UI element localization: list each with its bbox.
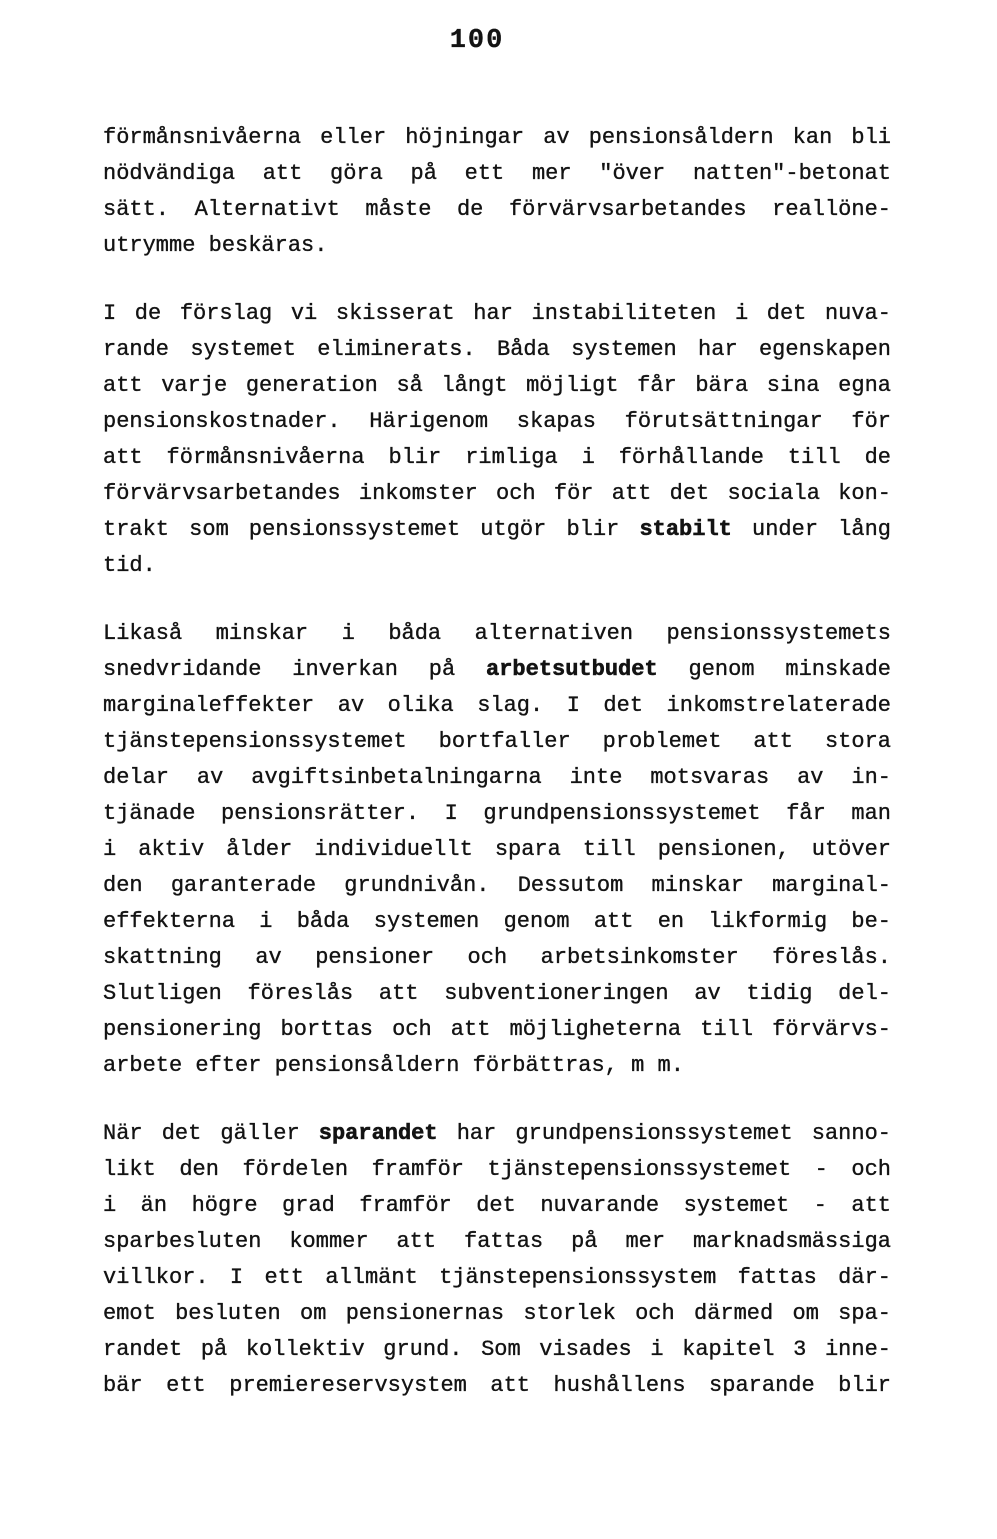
text-segment: att varje generation så långt möjligt får bära sina egna <box>103 373 891 398</box>
paragraph <box>103 296 891 584</box>
text-line <box>103 1012 891 1048</box>
text-segment: tjänade pensionsrätter. I grundpensionssystemet får man <box>103 801 891 826</box>
text-line <box>103 1048 891 1084</box>
text-segment: I de förslag vi skisserat har instabiliteten i det nuva- <box>103 301 891 326</box>
bold-text: arbetsutbudet <box>486 657 658 682</box>
text-segment: utrymme beskäras. <box>103 233 328 258</box>
text-line <box>103 760 891 796</box>
text-segment: Likaså minskar i båda alternativen pensionssystemets <box>103 621 891 646</box>
page-number: 100 <box>449 26 505 56</box>
text-line <box>103 1332 891 1368</box>
text-segment: pensionskostnader. Härigenom skapas förutsättningar för <box>103 409 891 434</box>
text-line <box>103 724 891 760</box>
text-segment: villkor. I ett allmänt tjänstepensionssystem fattas där- <box>103 1265 891 1290</box>
text-line <box>103 368 891 404</box>
text-segment: sparbesluten kommer att fattas på mer marknadsmässiga <box>103 1229 891 1254</box>
text-line <box>103 296 891 332</box>
bold-text: sparandet <box>318 1121 438 1146</box>
text-segment: arbete efter pensionsåldern förbättras, m m. <box>103 1053 684 1078</box>
text-line <box>103 976 891 1012</box>
text-segment: tjänstepensionssystemet bortfaller problemet att stora <box>103 729 891 754</box>
text-segment: effekterna i båda systemen genom att en likformig be- <box>103 909 891 934</box>
text-line <box>103 868 891 904</box>
text-segment: Slutligen föreslås att subventioneringen av tidig del- <box>103 981 891 1006</box>
text-line <box>103 1224 891 1260</box>
paragraph <box>103 616 891 1084</box>
text-segment: att förmånsnivåerna blir rimliga i förhållande till de <box>103 445 891 470</box>
text-line <box>103 832 891 868</box>
text-line <box>103 1188 891 1224</box>
text-segment: sätt. Alternativt måste de förvärvsarbetandes reallöne- <box>103 197 891 222</box>
text-segment: bär ett premiereservsystem att hushållens sparande blir <box>103 1373 891 1398</box>
text-line <box>103 332 891 368</box>
text-line <box>103 940 891 976</box>
bold-text: stabilt <box>639 517 732 542</box>
text-segment: trakt som pensionssystemet utgör blir <box>103 517 640 542</box>
text-line <box>103 904 891 940</box>
text-line <box>103 652 891 688</box>
text-line <box>103 156 891 192</box>
text-segment: likt den fördelen framför tjänstepensionssystemet - och <box>103 1157 891 1182</box>
text-line <box>103 120 891 156</box>
text-segment: skattning av pensioner och arbetsinkomster föreslås. <box>103 945 891 970</box>
text-line <box>103 1260 891 1296</box>
text-segment: den garanterade grundnivån. Dessutom minskar marginal- <box>103 873 891 898</box>
paragraph <box>103 1116 891 1404</box>
text-block <box>103 120 891 1436</box>
text-line <box>103 688 891 724</box>
text-segment: förmånsnivåerna eller höjningar av pensionsåldern kan bli <box>103 125 891 150</box>
text-line <box>103 1296 891 1332</box>
text-segment: randet på kollektiv grund. Som visades i kapitel 3 inne- <box>103 1337 891 1362</box>
text-segment: delar av avgiftsinbetalningarna inte motsvaras av in- <box>103 765 891 790</box>
text-line <box>103 512 891 548</box>
text-segment: förvärvsarbetandes inkomster och för att det sociala kon- <box>103 481 891 506</box>
text-segment: genom minskade <box>657 657 891 682</box>
text-line <box>103 440 891 476</box>
text-line <box>103 1116 891 1152</box>
text-line <box>103 796 891 832</box>
text-line <box>103 192 891 228</box>
text-segment: tid. <box>103 553 156 578</box>
text-line <box>103 1368 891 1404</box>
text-line <box>103 548 891 584</box>
text-line <box>103 476 891 512</box>
text-line <box>103 404 891 440</box>
text-segment: under lång <box>731 517 891 542</box>
text-segment: När det gäller <box>103 1121 319 1146</box>
text-line <box>103 228 891 264</box>
text-segment: snedvridande inverkan på <box>103 657 487 682</box>
text-segment: nödvändiga att göra på ett mer "över natten"-betonat <box>103 161 891 186</box>
paragraph <box>103 120 891 264</box>
text-segment: marginaleffekter av olika slag. I det inkomstrelaterade <box>103 693 891 718</box>
text-line <box>103 616 891 652</box>
text-segment: i aktiv ålder individuellt spara till pensionen, utöver <box>103 837 891 862</box>
text-segment: rande systemet eliminerats. Båda systemen har egenskapen <box>103 337 891 362</box>
text-line <box>103 1152 891 1188</box>
text-segment: emot besluten om pensionernas storlek och därmed om spa- <box>103 1301 891 1326</box>
text-segment: i än högre grad framför det nuvarande systemet - att <box>103 1193 891 1218</box>
text-segment: pensionering borttas och att möjligheterna till förvärvs- <box>103 1017 891 1042</box>
text-segment: har grundpensionssystemet sanno- <box>437 1121 891 1146</box>
